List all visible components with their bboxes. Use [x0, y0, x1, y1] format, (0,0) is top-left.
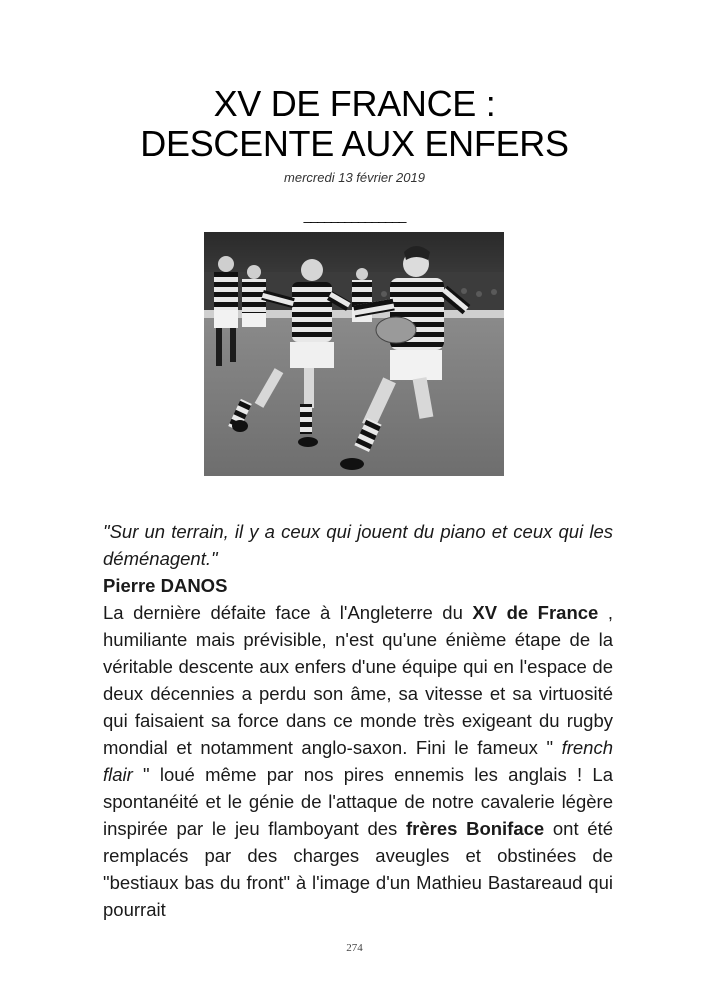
body-text-2: , humiliante mais prévisible, n'est qu'une énième étape de la véritable descente aux enfers d'une équipe qui en l'espace de deux décennies a perdu son âme, sa vitesse et sa virtuosité qui faisaient sa force dans ce monde très exigeant du rugby mondial et notamment anglo-saxon. Fini le fameux " — [103, 602, 613, 758]
body-bold-freres-boniface: frères Boniface — [405, 818, 545, 839]
article-title — [0, 84, 709, 164]
title-line-1: XV DE FRANCE : — [213, 83, 496, 124]
page-number: 274 — [346, 942, 363, 954]
body-text-1: La dernière défaite face à l'Angleterre du — [103, 602, 473, 623]
quote-author: Pierre DANOS — [103, 575, 228, 596]
title-line-2: DESCENTE AUX ENFERS — [140, 123, 569, 164]
separator-line: _______________ — [303, 207, 406, 223]
body-paragraph — [103, 599, 613, 923]
body-bold-xv-de-france: XV de France — [472, 602, 599, 623]
article-date: mercredi 13 février 2019 — [284, 170, 425, 185]
quote-text: "Sur un terrain, il y a ceux qui jouent du piano et ceux qui les déménagent." — [103, 521, 613, 569]
body-text-3: " loué même par nos pires ennemis les anglais ! La spontanéité et le génie de l'attaque de notre cavalerie légère inspirée par le jeu flamboyant des — [103, 764, 613, 839]
body-text-4: ont été remplacés par des charges aveugles et obstinées de "bestiaux bas du front" à l'image d'un Mathieu Bastareaud qui pourrait — [103, 818, 613, 920]
article-body — [103, 518, 613, 923]
body-italic-french-flair: french flair — [103, 737, 613, 785]
rugby-players-photo — [204, 232, 504, 476]
